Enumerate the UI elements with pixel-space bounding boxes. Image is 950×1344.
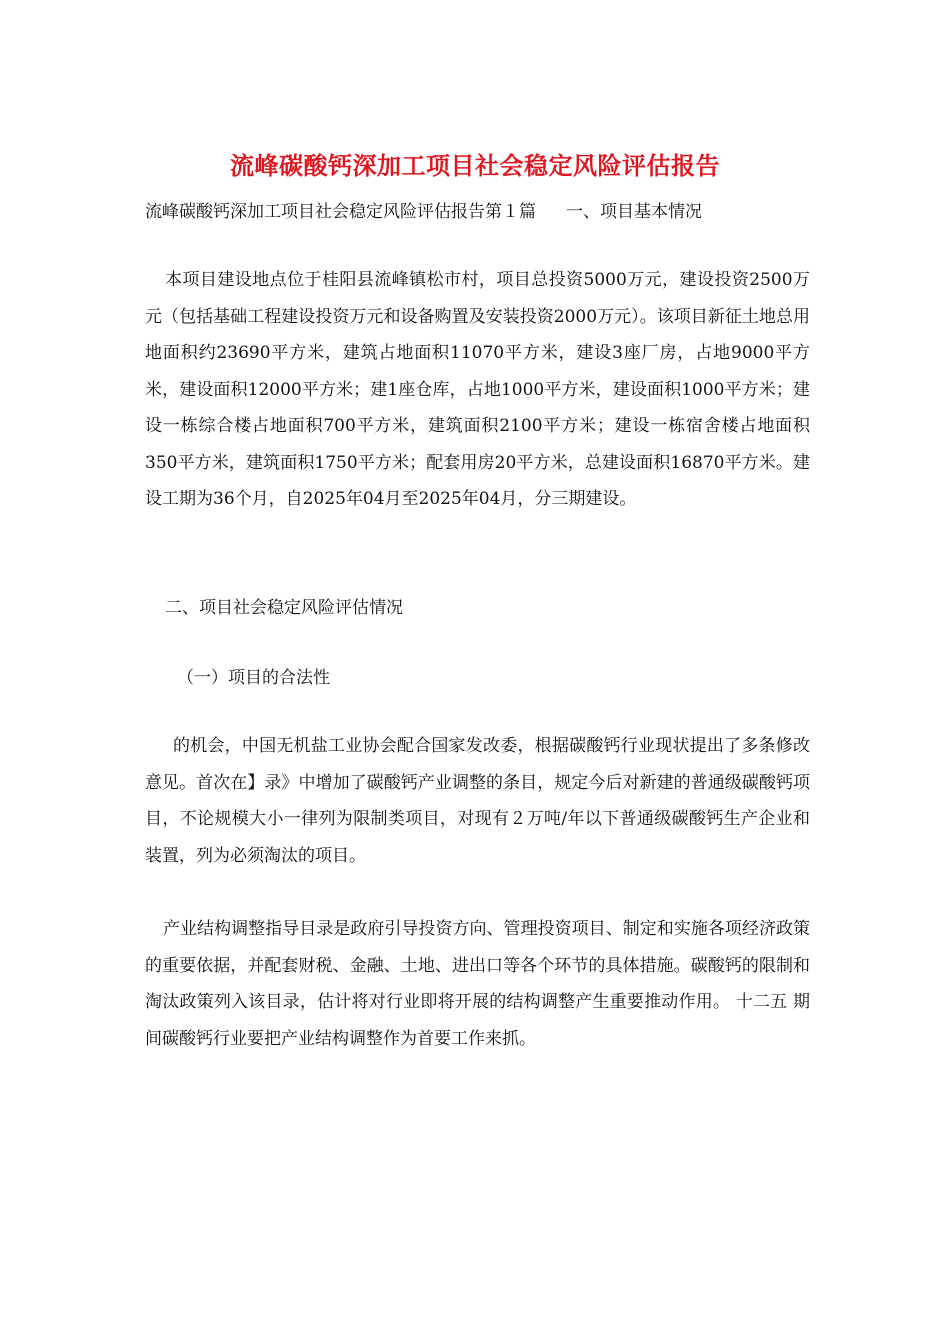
subsection1-heading: （一）项目的合法性	[177, 668, 330, 688]
section1-heading: 一、项目基本情况	[566, 202, 702, 222]
paragraph-legality: 的机会，中国无机盐工业协会配合国家发改委，根据碳酸钙行业现状提出了多条修改意见。首次在】录》中增加了碳酸钙产业调整的条目，规定今后对新建的普通级碳酸钙项目，不论规模大小一律列为限制类项目，对现有２万吨/年以下普通级碳酸钙生产企业和装置，列为必须淘汰的项目。	[145, 736, 810, 866]
section2-heading: 二、项目社会稳定风险评估情况	[165, 598, 403, 618]
subtitle-line	[145, 200, 825, 224]
paragraph-project-overview: 本项目建设地点位于桂阳县流峰镇松市村，项目总投资5000万元，建设投资2500万元（包括基础工程建设投资万元和设备购置及安装投资2000万元）。该项目新征土地总用地面积约23690平方米，建筑占地面积11070平方米，建设3座厂房，占地9000平方米，建设面积12000平方米；建1座仓库，占地1000平方米，建设面积1000平方米；建设一栋综合楼占地面积700平方米，建筑面积2100平方米；建设一栋宿舍楼占地面积350平方米，建筑面积1750平方米；配套用房20平方米，总建设面积16870平方米。建设工期为36个月，自2025年04月至2025年04月，分三期建设。	[145, 270, 810, 509]
document-subtitle: 流峰碳酸钙深加工项目社会稳定风险评估报告第１篇	[145, 202, 536, 222]
paragraph-industry-policy: 产业结构调整指导目录是政府引导投资方向、管理投资项目、制定和实施各项经济政策的重要依据，并配套财税、金融、土地、进出口等各个环节的具体措施。碳酸钙的限制和淘汰政策列入该目录，估计将对行业即将开展的结构调整产生重要推动作用。 十二五 期间碳酸钙行业要把产业结构调整作为首要工作来抓。	[145, 919, 810, 1049]
document-title: 流峰碳酸钙深加工项目社会稳定风险评估报告	[230, 151, 720, 180]
